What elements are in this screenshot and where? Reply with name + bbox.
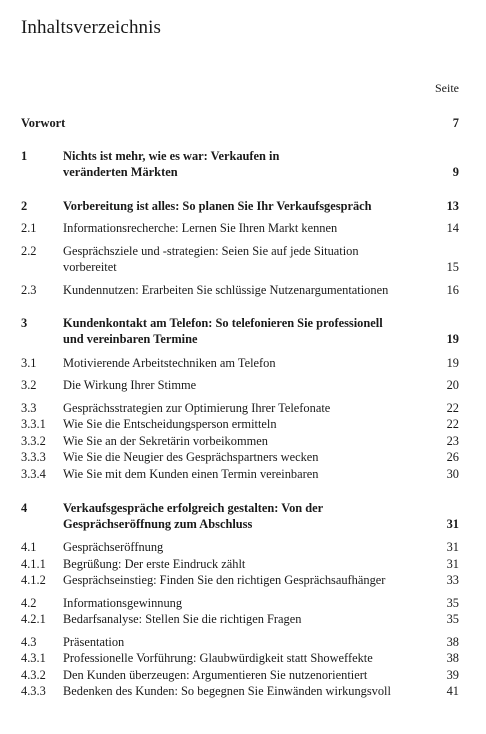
toc-entry-title: Motivierende Arbeitstechniken am Telefon	[63, 356, 276, 370]
toc-entry-page: 38	[446, 651, 459, 665]
toc-entry-page: 31	[446, 540, 459, 554]
toc-entry-page: 26	[446, 450, 459, 464]
toc-entry-page: 33	[446, 573, 459, 587]
toc-entry-page: 35	[446, 612, 459, 626]
toc-entry-number: 3.3.4	[21, 467, 46, 481]
page-column-header: Seite	[435, 81, 459, 95]
toc-entry-title: Wie Sie die Entscheidungsperson ermitteln	[63, 417, 277, 431]
toc-title-line: Nichts ist mehr, wie es war: Verkaufen in	[63, 149, 280, 163]
toc-entry-page: 31	[446, 557, 459, 571]
toc-title-line: Gesprächseröffnung zum Abschluss	[63, 517, 253, 531]
toc-entry-title: Professionelle Vorführung: Glaubwürdigkeit statt Showeffekte	[63, 651, 373, 665]
page-title: Inhaltsverzeichnis	[21, 17, 162, 38]
toc-entry-page: 13	[446, 199, 459, 213]
toc-entry-title	[63, 148, 403, 180]
toc-title-line: und vereinbaren Termine	[63, 332, 198, 346]
toc-entry-page: 22	[446, 401, 459, 415]
toc-entry-title: Präsentation	[63, 635, 125, 649]
toc-entry-page: 19	[446, 356, 459, 370]
toc-entry-page: 39	[446, 668, 459, 682]
toc-entry-page: 16	[446, 283, 459, 297]
toc-entry-title: Wie Sie mit dem Kunden einen Termin vereinbaren	[63, 467, 319, 481]
toc-entry-title: Gesprächseröffnung	[63, 540, 164, 554]
toc-entry-number: 4.1.2	[21, 573, 46, 587]
toc-entry-title	[63, 500, 403, 532]
toc-entry-page: 30	[446, 467, 459, 481]
toc-entry-title: Wie Sie an der Sekretärin vorbeikommen	[63, 434, 268, 448]
toc-title-line: vorbereitet	[63, 260, 117, 274]
toc-entry-number: 3.1	[21, 356, 37, 370]
toc-entry-number: 2	[21, 199, 28, 213]
toc-title-line: Verkaufsgespräche erfolgreich gestalten: Von der	[63, 501, 324, 515]
toc-entry-number: 4.2	[21, 596, 37, 610]
toc-entry-number: 4.3.2	[21, 668, 46, 682]
toc-entry-number: 4.2.1	[21, 612, 46, 626]
toc-entry-title: Kundennutzen: Erarbeiten Sie schlüssige Nutzenargumentationen	[63, 283, 389, 297]
toc-entry-number: 3	[21, 316, 28, 330]
toc-entry-title: Vorwort	[21, 116, 66, 130]
toc-entry-page: 41	[446, 684, 459, 698]
toc-entry-page: 23	[446, 434, 459, 448]
toc-title-line: Kundenkontakt am Telefon: So telefonieren Sie professionell	[63, 316, 383, 330]
toc-entry-page: 15	[446, 260, 459, 274]
toc-entry-title: Begrüßung: Der erste Eindruck zählt	[63, 557, 246, 571]
toc-entry-number: 3.3	[21, 401, 37, 415]
toc-entry-number: 3.2	[21, 378, 37, 392]
toc-entry-number: 2.3	[21, 283, 37, 297]
toc-entry-title: Bedenken des Kunden: So begegnen Sie Einwänden wirkungsvoll	[63, 684, 391, 698]
toc-entry-number: 4.3.1	[21, 651, 46, 665]
toc-entry-title: Die Wirkung Ihrer Stimme	[63, 378, 197, 392]
toc-entry-title: Vorbereitung ist alles: So planen Sie Ihr Verkaufsgespräch	[63, 199, 372, 213]
toc-entry-page: 7	[452, 116, 459, 130]
toc-entry-page: 9	[452, 165, 459, 179]
toc-entry-title: Gesprächsstrategien zur Optimierung Ihrer Telefonate	[63, 401, 331, 415]
toc-entry-page: 19	[446, 332, 459, 346]
toc-entry-page: 20	[446, 378, 459, 392]
toc-entry-number: 3.3.3	[21, 450, 46, 464]
toc-entry-page: 38	[446, 635, 459, 649]
toc-entry-page: 22	[446, 417, 459, 431]
toc-entry-title	[63, 243, 403, 275]
toc-entry-number: 2.2	[21, 244, 37, 258]
toc-entry-number: 4.3	[21, 635, 37, 649]
toc-entry-page: 31	[446, 517, 459, 531]
toc-entry-title: Bedarfsanalyse: Stellen Sie die richtigen Fragen	[63, 612, 302, 626]
toc-entry-number: 4	[21, 501, 28, 515]
toc-entry-title: Informationsrecherche: Lernen Sie Ihren Markt kennen	[63, 221, 338, 235]
toc-entry-number: 4.3.3	[21, 684, 46, 698]
toc-entry-number: 3.3.1	[21, 417, 46, 431]
toc-entry-number: 2.1	[21, 221, 37, 235]
toc-entry-number: 1	[21, 149, 28, 163]
toc-entry-number: 4.1.1	[21, 557, 46, 571]
toc-entry-number: 4.1	[21, 540, 37, 554]
toc-title-line: Gesprächsziele und -strategien: Seien Sie auf jede Situation	[63, 244, 359, 258]
toc-entry-title: Gesprächseinstieg: Finden Sie den richtigen Gesprächsaufhänger	[63, 573, 386, 587]
toc-entry-title: Informationsgewinnung	[63, 596, 183, 610]
toc-title-line: veränderten Märkten	[63, 165, 178, 179]
toc-entry-title: Den Kunden überzeugen: Argumentieren Sie nutzenorientiert	[63, 668, 368, 682]
toc-entry-title: Wie Sie die Neugier des Gesprächspartners wecken	[63, 450, 319, 464]
toc-entry-number: 3.3.2	[21, 434, 46, 448]
toc-entry-page: 14	[446, 221, 459, 235]
toc-entry-title	[63, 315, 443, 347]
toc-entry-page: 35	[446, 596, 459, 610]
